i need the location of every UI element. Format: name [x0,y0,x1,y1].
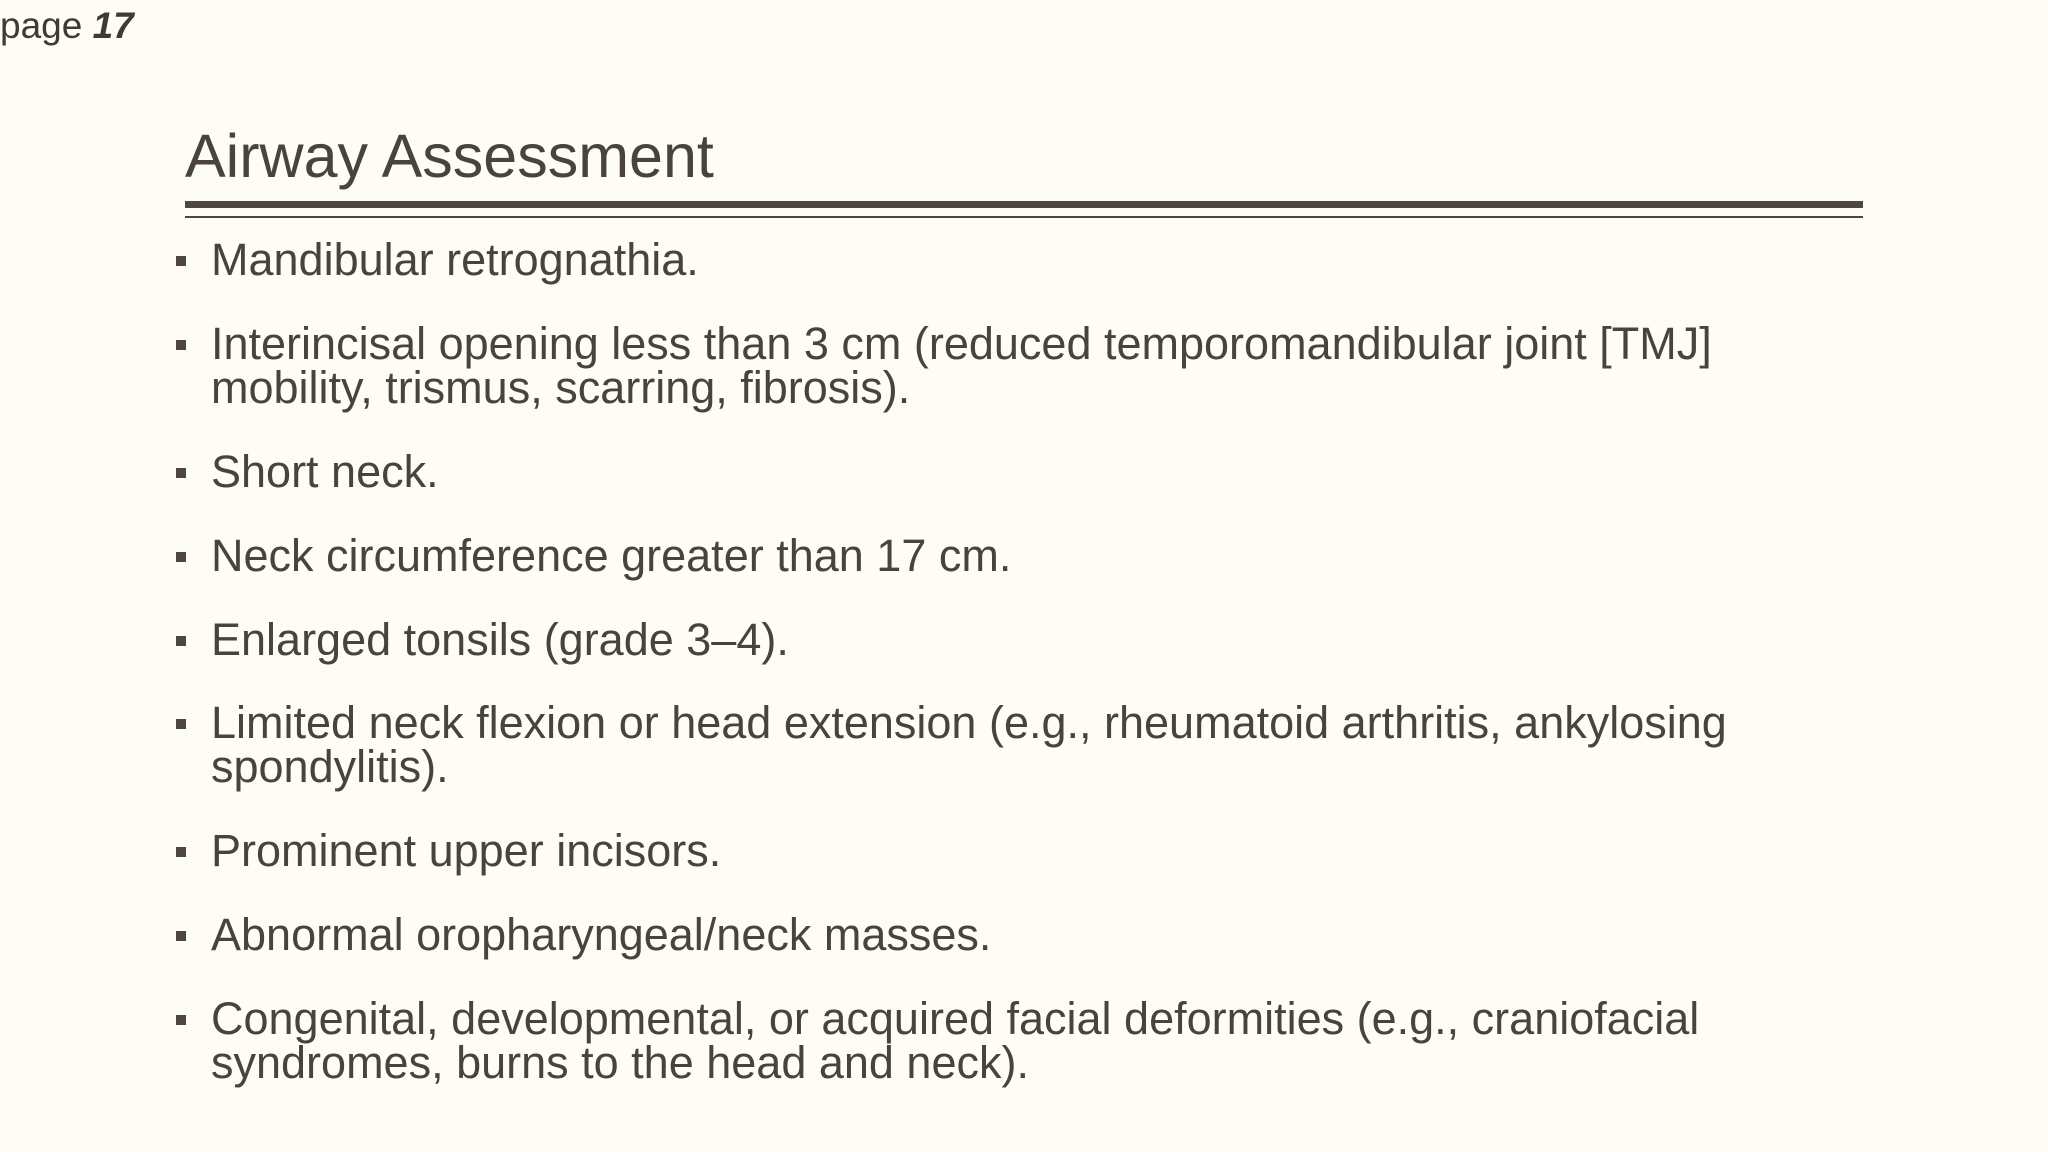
square-bullet-icon [176,847,186,857]
bullet-line: Enlarged tonsils (grade 3–4). [211,614,789,665]
page-number: 17 [92,5,134,46]
bullet-text [211,234,1871,285]
bullet-line: Neck circumference greater than 17 cm. [211,530,1012,581]
square-bullet-icon [176,468,186,478]
square-bullet-icon [176,552,186,562]
slide-title: Airway Assessment [185,122,714,190]
bullet-line: Interincisal opening less than 3 cm (reduced temporomandibular joint [TMJ] [211,318,1712,369]
bullet-line: Congenital, developmental, or acquired facial deformities (e.g., craniofacial [211,993,1700,1044]
bullet-text [211,909,1871,960]
title-divider-thin [185,216,1863,218]
bullet-line: Mandibular retrognathia. [211,234,699,285]
bullet-line: Prominent upper incisors. [211,825,722,876]
title-divider-thick [185,201,1863,208]
bullet-line: syndromes, burns to the head and neck). [211,1037,1029,1088]
page-prefix: page [0,5,83,46]
square-bullet-icon [176,719,186,729]
bullet-line: spondylitis). [211,741,449,792]
square-bullet-icon [176,636,186,646]
bullet-text [211,993,1871,1088]
bullet-text [211,614,1871,665]
bullet-line: Abnormal oropharyngeal/neck masses. [211,909,992,960]
bullet-line: Short neck. [211,446,439,497]
bullet-text [211,318,1871,413]
page-label [0,4,134,48]
square-bullet-icon [176,1015,186,1025]
bullet-line: mobility, trismus, scarring, fibrosis). [211,362,911,413]
bullet-line: Limited neck flexion or head extension (e.g., rheumatoid arthritis, ankylosing [211,697,1727,748]
square-bullet-icon [176,931,186,941]
bullet-text [211,530,1871,581]
bullet-text [211,697,1871,792]
bullet-text [211,825,1871,876]
square-bullet-icon [176,256,186,266]
square-bullet-icon [176,340,186,350]
bullet-text [211,446,1871,497]
